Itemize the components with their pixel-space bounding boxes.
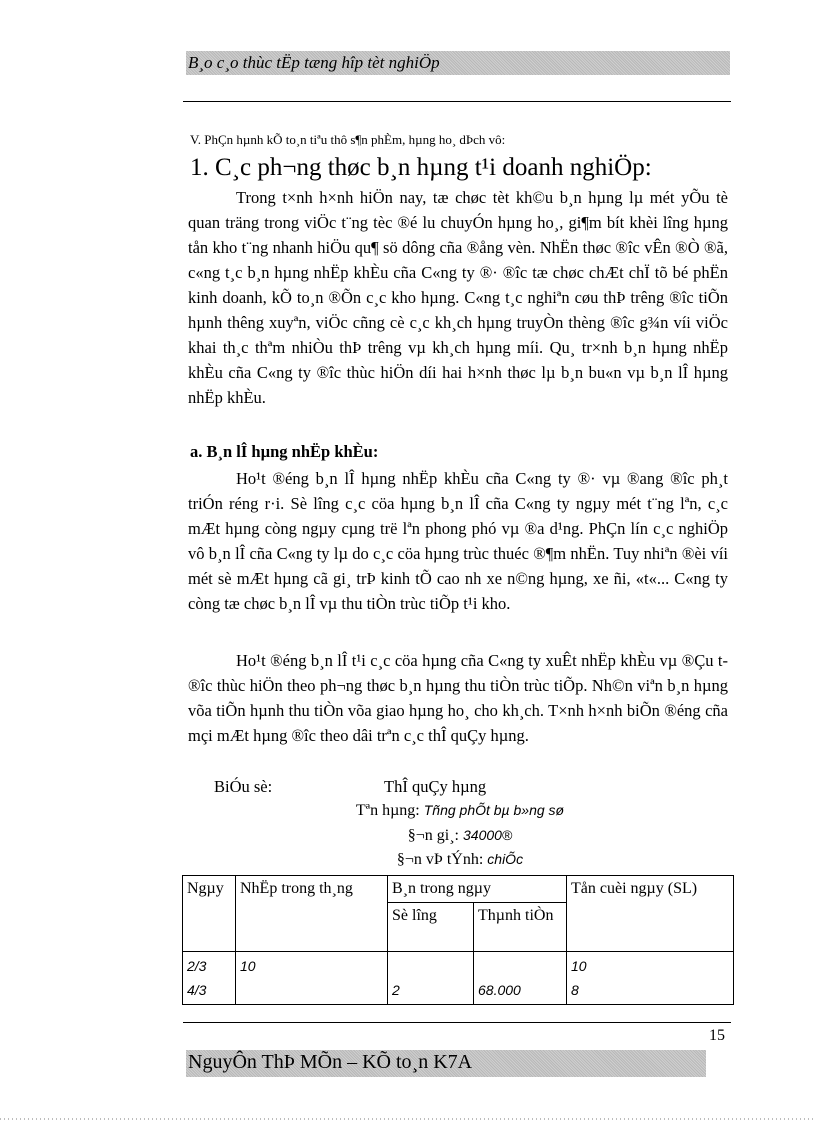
unit-price-label: §¬n gi¸: — [407, 827, 459, 844]
stock-card-table — [182, 875, 734, 1005]
bottom-dotted-border — [0, 1118, 816, 1120]
footer-rule — [183, 1022, 731, 1023]
col-sale-header: B¸n trong ngµy — [388, 876, 567, 903]
unit-label: §¬n vÞ tÝnh: — [396, 851, 484, 868]
paragraph-1-text: Trong t×nh h×nh hiÖn nay, tæ chøc tèt kh©u b¸n hµng lµ mét yÕu tè quan träng trong viÖc t¨ng tèc ®é lu chuyÓn hµng ho¸, gi¶m bít khèi lîng hµng tån kho t¨ng nhanh hiÖu qu¶ sö dông cña ®ång vèn. NhËn thøc ®îc vÊn ®Ò ®ã, c«ng t¸c b¸n hµng nhËp khÈu cña C«ng ty ®· ®îc tæ chøc chÆt chÏ tõ bé phËn kinh doanh, kÕ to¸n ®Õn c¸c kho hµng. C«ng t¸c nghiªn cøu thÞ trêng ®îc tiÕn hµnh thêng xuyªn, viÖc cñng cè c¸c kh¸ch hµng truyÒn thèng ®îc g¾n víi viÖc khai th¸c thªm nhiÒu thÞ trêng vµ kh¸ch hµng míi. Qu¸ tr×nh b¸n hµng nhËp khÈu cña C«ng ty ®îc thùc hiÖn díi hai h×nh thøc lµ b¸n bu«n vµ b¸n lÎ hµng nhËp khÈu. — [188, 188, 728, 407]
cell-amount — [474, 952, 567, 1005]
col-import-header: NhËp trong th¸ng — [236, 876, 388, 952]
section-subtitle: V. PhÇn hµnh kÕ to¸n tiªu thô s¶n phÈm, hµng ho¸ dÞch vô: — [190, 132, 506, 147]
paragraph-2-text: Ho¹t ®éng b¸n lÎ hµng nhËp khÈu cña C«ng ty ®· vµ ®ang ®îc ph¸t triÓn réng r·i. Sè lîng c¸c cöa hµng b¸n lÎ cña C«ng ty ngµy mét t¨ng lªn, c¸c mÆt hµng còng ngµy cµng trë lªn phong phó vµ ®a d¹ng. PhÇn lín c¸c nghiÖp vô b¸n lÎ cña C«ng ty lµ do c¸c cöa hµng trùc thuéc ®¶m nhËn. Tuy nhiªn ®èi víi mét sè mÆt hµng cã gi¸ trÞ kinh tÕ cao nh xe n©ng hµng, xe ñi, «t«... C«ng ty còng tæ chøc b¸n lÎ vµ thu tiÒn trùc tiÕp t¹i kho. — [188, 469, 728, 613]
cell-date-1: 4/3 — [187, 982, 207, 998]
cell-stock-1: 8 — [571, 982, 579, 998]
form-label: BiÓu sè: — [214, 777, 273, 796]
table-header-row — [183, 876, 734, 903]
form-title: ThÎ quÇy hµng — [384, 777, 487, 796]
item-name-line — [300, 802, 620, 820]
item-name-value: Tñng phÕt bµ b»ng sø — [423, 802, 565, 818]
cell-date-0: 2/3 — [187, 958, 207, 974]
paragraph-sales-methods — [188, 185, 728, 410]
subsection-heading: a. B¸n lÎ hµng nhËp khÈu: — [190, 442, 379, 461]
paragraph-3-text: Ho¹t ®éng b¸n lÎ t¹i c¸c cöa hµng cña C«ng ty xuÊt nhËp khÈu vµ ®Çu t ®îc thùc hiÖn theo ph¬ng thøc b¸n hµng thu tiÒn trùc tiÕp. Nh©n viªn b¸n hµng võa tiÕn hµnh thu tiÒn võa giao hµng ho¸ cho kh¸ch. T×nh h×nh biÕn ®éng cña mçi mÆt hµng ®îc theo dâi trªn c¸c thÎ quÇy hµng. — [188, 651, 728, 745]
cell-import-0: 10 — [240, 958, 256, 974]
unit-value: chiÕc — [487, 851, 524, 867]
unit-price-value: 34000® — [463, 827, 513, 843]
page-number: 15 — [709, 1027, 725, 1044]
item-name-label: Tªn hµng: — [355, 802, 420, 819]
table-row — [183, 952, 734, 1005]
section-heading: 1. C¸c ph¬ng thøc b¸n hµng t¹i doanh nghiÖp: — [190, 154, 652, 181]
cell-date — [183, 952, 236, 1005]
unit-line — [300, 851, 620, 869]
header-title: B¸o c¸o thùc tËp tæng hîp tèt nghiÖp — [188, 53, 440, 72]
header-rule — [183, 101, 731, 102]
paragraph-store-sales — [188, 648, 728, 748]
col-date-header: Ngµy — [183, 876, 236, 952]
cell-stock-0: 10 — [571, 958, 587, 974]
cell-qty-1: 2 — [392, 982, 400, 998]
footer-text: NguyÔn ThÞ MÕn – KÕ to¸n K7A — [188, 1051, 473, 1073]
paragraph-retail — [188, 466, 728, 616]
col-stock-header: Tån cuèi ngµy (SL) — [567, 876, 734, 952]
col-qty-header: Sè lîng — [388, 903, 474, 952]
unit-price-line — [300, 827, 620, 845]
cell-import — [236, 952, 388, 1005]
cell-stock — [567, 952, 734, 1005]
cell-qty — [388, 952, 474, 1005]
cell-amount-1: 68.000 — [478, 982, 521, 998]
col-amount-header: Thµnh tiÒn — [474, 903, 567, 952]
